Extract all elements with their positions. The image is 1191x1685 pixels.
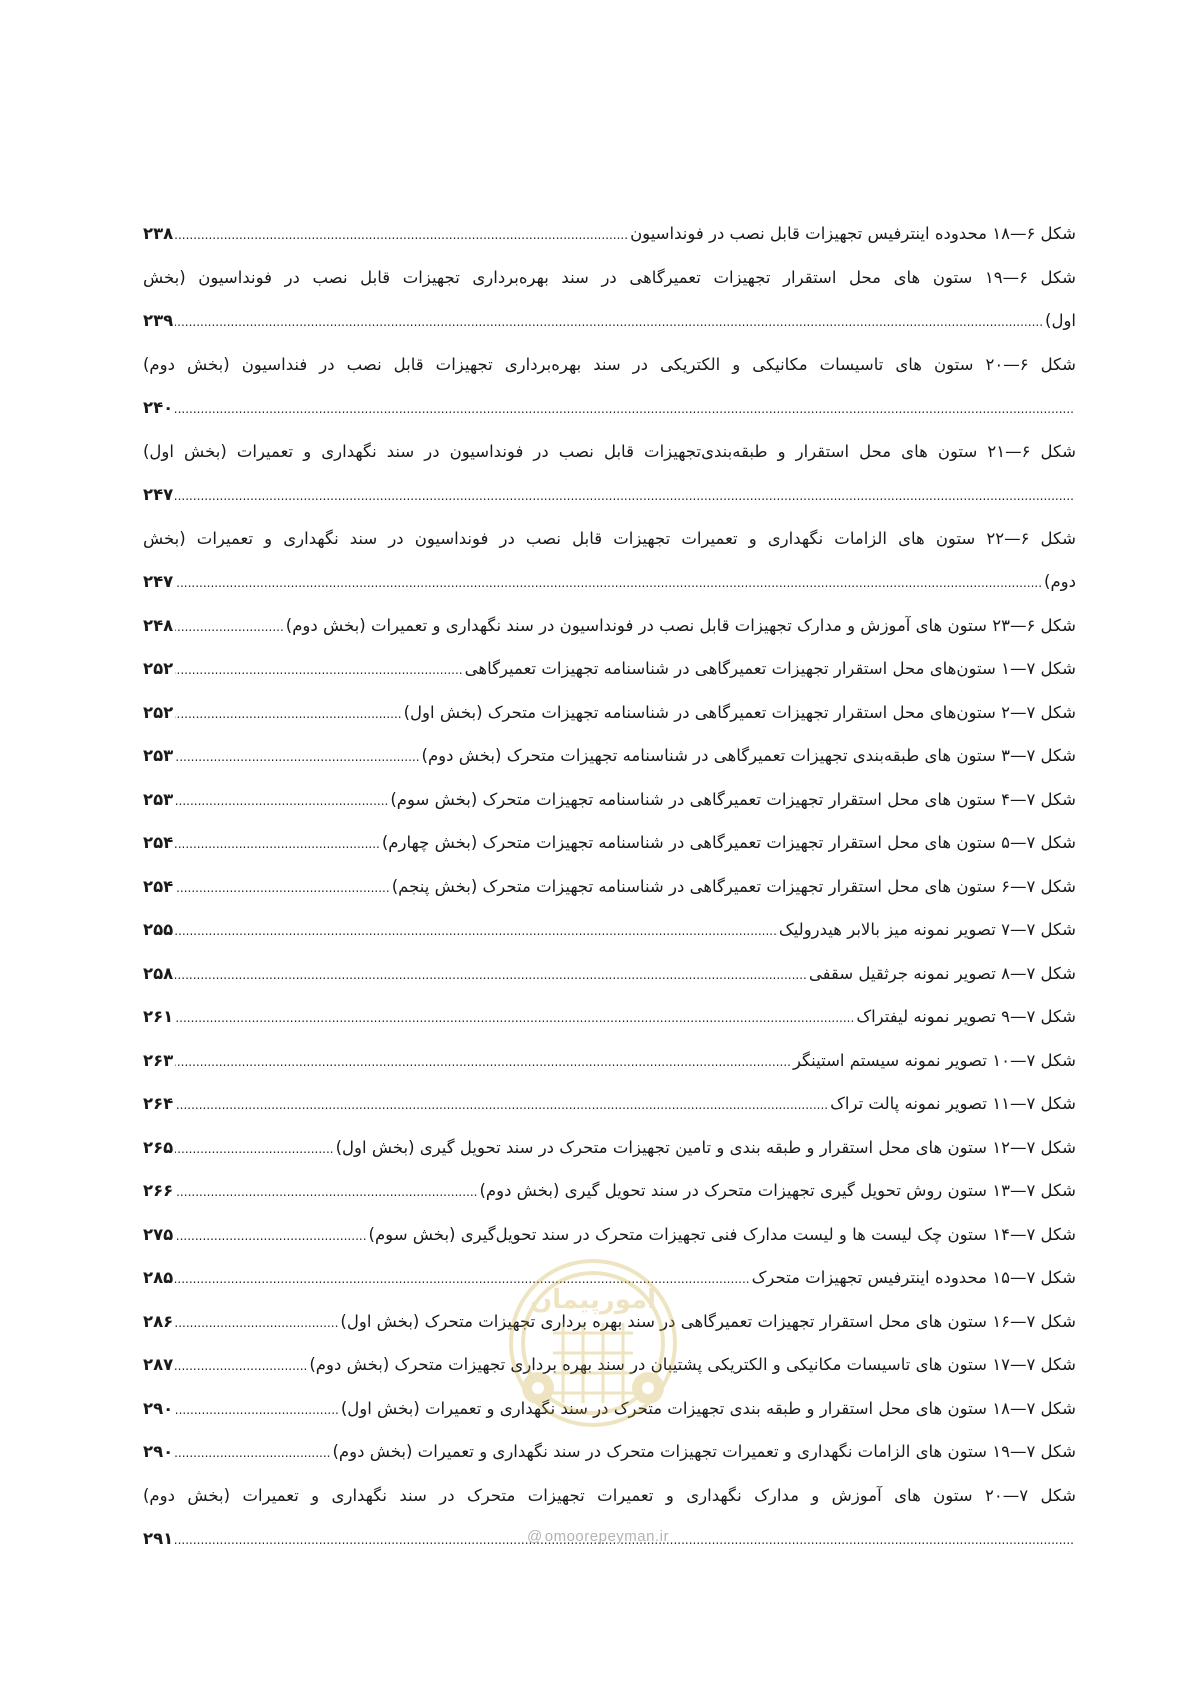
- toc-entry[interactable]: [143, 1039, 1076, 1083]
- dot-leader: [175, 1432, 330, 1476]
- toc-entry-page: ۲۸۶: [143, 1311, 174, 1331]
- dot-leader: [175, 1302, 338, 1346]
- dot-leader: [175, 214, 628, 258]
- toc-entry-line: [143, 821, 1076, 865]
- dot-leader: [175, 606, 284, 650]
- watermark-site-label: omoorepeyman.ir: [544, 1528, 669, 1545]
- toc-entry-line: [143, 1039, 1076, 1083]
- dot-leader: [175, 475, 1074, 519]
- toc-entry-title: شکل ۷—۹ تصویر نمونه لیفتراک: [856, 1007, 1076, 1026]
- toc-entry-page: ۲۴۷: [143, 572, 174, 591]
- toc-entry-page: ۲۹۰: [143, 1398, 174, 1418]
- dot-leader: [175, 910, 777, 954]
- toc-entry-title: شکل ۷—۱۲ ستون های محل استقرار و طبقه بندی و تامین تجهیزات متحرک در سند تحویل گیری (بخش اول): [335, 1137, 1076, 1157]
- toc-entry-title: شکل ۷—۴ ستون های محل استقرار تجهیزات تعمیرگاهی در شناسنامه تجهیزات متحرک (بخش سوم): [390, 789, 1076, 809]
- toc-entry-page: ۲۴۰: [143, 398, 174, 417]
- toc-entry-line: [143, 299, 1076, 343]
- toc-entry-page: ۲۵۴: [143, 876, 174, 896]
- toc-entry-title: شکل ۷—۵ ستون های محل استقرار تجهیزات تعمیرگاهی در شناسنامه تجهیزات متحرک (بخش چهارم): [381, 833, 1076, 852]
- toc-entry-line: [143, 647, 1076, 691]
- toc-entry-page: ۲۹۱: [143, 1529, 174, 1548]
- toc-entry-title: شکل ۷—۲ ستون‌های محل استقرار تجهیزات تعمیرگاهی در شناسنامه تجهیزات متحرک (بخش اول): [403, 702, 1076, 722]
- toc-entry-page: ۲۹۰: [143, 1442, 174, 1461]
- toc-entry-page: ۲۶۳: [143, 1050, 174, 1070]
- toc-entry-page: ۲۸۷: [143, 1355, 174, 1374]
- toc-entry-line: [143, 995, 1076, 1039]
- toc-entry-title-line: شکل ۶—۲۰ ستون های تاسیسات مکانیکی و الکتریکی در سند بهره‌برداری تجهیزات قابل نصب در فنداسیون (بخش دوم): [143, 354, 1076, 374]
- toc-entry[interactable]: [143, 212, 1076, 256]
- toc-entry-title-line: شکل ۷—۲۰ ستون های آموزش و مدارک نگهداری و تعمیرات تجهیزات متحرک در سند نگهداری و تعمیرات (بخش دوم): [143, 1485, 1076, 1505]
- toc-entry[interactable]: [143, 734, 1076, 778]
- toc-entry[interactable]: [143, 343, 1076, 430]
- toc-entry-page: ۲۵۴: [143, 833, 174, 852]
- toc-entry[interactable]: [143, 430, 1076, 517]
- toc-entry-title: شکل ۷—۱ ستون‌های محل استقرار تجهیزات تعمیرگاهی در شناسنامه تجهیزات تعمیرگاهی: [464, 659, 1076, 678]
- toc-entry-title: شکل ۷—۶ ستون های محل استقرار تجهیزات تعمیرگاهی در شناسنامه تجهیزات متحرک (بخش پنجم): [391, 876, 1076, 896]
- toc-entry-page: ۲۸۵: [143, 1268, 174, 1287]
- dot-leader: [175, 736, 419, 780]
- toc-entry-page: ۲۶۶: [143, 1181, 174, 1200]
- at-icon: @: [527, 1528, 543, 1545]
- toc-entry-line: [143, 1169, 1076, 1213]
- toc-entry-page: ۲۵۲: [143, 659, 174, 678]
- toc-entry-title: شکل ۷—۱۸ ستون های محل استقرار و طبقه بندی تجهیزات متحرک در سند نگهداری و تعمیرات (بخش اول): [340, 1398, 1076, 1418]
- dot-leader: [175, 1171, 477, 1215]
- toc-entry[interactable]: [143, 517, 1076, 604]
- toc-entry-title: شکل ۷—۱۶ ستون های محل استقرار تجهیزات تعمیرگاهی در سند بهره برداری تجهیزات متحرک (بخش اول): [340, 1311, 1076, 1331]
- toc-entry-line: [143, 1126, 1076, 1170]
- toc-entry-line: [143, 560, 1076, 604]
- toc-entry-page: ۲۷۵: [143, 1224, 174, 1244]
- toc-entry-page: ۲۵۲: [143, 702, 174, 722]
- toc-entry[interactable]: [143, 1082, 1076, 1126]
- toc-entry-page: ۲۵۵: [143, 920, 174, 939]
- dot-leader: [175, 1041, 791, 1085]
- toc-entry-line: [143, 691, 1076, 735]
- toc-entry-page: ۲۵۸: [143, 963, 174, 983]
- toc-entry-page: ۲۶۵: [143, 1137, 174, 1157]
- toc-entry-line: [143, 212, 1076, 256]
- toc-entry-line: [143, 473, 1076, 517]
- toc-entry-title: شکل ۷—۱۵ محدوده اینترفیس تجهیزات متحرک: [751, 1268, 1076, 1287]
- dot-leader: [175, 780, 388, 824]
- toc-entry[interactable]: [143, 1169, 1076, 1213]
- toc-entry-title: دوم): [1044, 572, 1076, 591]
- toc-entry-title: شکل ۷—۱۰ تصویر نمونه سیستم استینگر: [792, 1050, 1076, 1070]
- toc-entry-title: شکل ۶—۲۳ ستون های آموزش و مدارک تجهیزات قابل نصب در فونداسیون در سند نگهداری و تعمیرات (بخش دوم): [285, 615, 1076, 635]
- toc-entry-title: شکل ۷—۸ تصویر نمونه جرثقیل سقفی: [808, 963, 1076, 983]
- dot-leader: [175, 649, 462, 693]
- toc-entry[interactable]: [143, 691, 1076, 735]
- toc-entry-line: [143, 908, 1076, 952]
- dot-leader: [175, 1389, 339, 1433]
- toc-entry[interactable]: [143, 995, 1076, 1039]
- dot-leader: [175, 1128, 333, 1172]
- toc-entry-page: ۲۳۸: [143, 224, 174, 243]
- toc-entry-line: [143, 952, 1076, 996]
- toc-entry-line: [143, 734, 1076, 778]
- toc-entry-title: شکل ۶—۱۸ محدوده اینترفیس تجهیزات قابل نصب در فونداسیون: [630, 224, 1076, 243]
- toc-entry-title: شکل ۷—۱۳ ستون روش تحویل گیری تجهیزات متحرک در سند تحویل گیری (بخش دوم): [479, 1181, 1076, 1200]
- dot-leader: [175, 1084, 828, 1128]
- toc-entry-page: ۲۴۷: [143, 485, 174, 504]
- toc-entry[interactable]: [143, 952, 1076, 996]
- dot-leader: [175, 562, 1042, 606]
- toc-entry-page: ۲۵۳: [143, 746, 174, 765]
- dot-leader: [175, 823, 380, 867]
- toc-entry[interactable]: [143, 256, 1076, 343]
- toc-entry-line: [143, 778, 1076, 822]
- toc-entry-page: ۲۶۴: [143, 1094, 174, 1113]
- toc-entry-page: ۲۴۸: [143, 615, 174, 635]
- toc-entry-line: [143, 1082, 1076, 1126]
- dot-leader: [175, 997, 854, 1041]
- dot-leader: [175, 867, 389, 911]
- toc-entry-title: شکل ۷—۱۱ تصویر نمونه پالت تراک: [830, 1094, 1076, 1113]
- toc-entry-title-line: شکل ۶—۱۹ ستون های محل استقرار تجهیزات تعمیرگاهی در سند بهره‌برداری تجهیزات قابل نصب در فونداسیون (بخش: [143, 267, 1076, 287]
- toc-entry[interactable]: [143, 908, 1076, 952]
- toc-entry-page: ۲۵۳: [143, 789, 174, 809]
- watermark-logo-text: امورپیمان: [529, 1285, 657, 1315]
- toc-entry-title: اول): [1045, 311, 1076, 330]
- toc-entry[interactable]: [143, 647, 1076, 691]
- toc-entry-line: [143, 386, 1076, 430]
- dot-leader: [175, 1215, 366, 1259]
- toc-entry-title-line: شکل ۶—۲۲ ستون های الزامات نگهداری و تعمیرات تجهیزات قابل نصب در فونداسیون در سند نگهداری و تعمیرات (بخش: [143, 528, 1076, 548]
- dot-leader: [175, 388, 1074, 432]
- toc-entry-page: ۲۳۹: [143, 311, 174, 330]
- toc-entry-title: شکل ۷—۷ تصویر نمونه میز بالابر هیدرولیک: [778, 920, 1076, 939]
- toc-entry-title: شکل ۷—۳ ستون های طبقه‌بندی تجهیزات تعمیرگاهی در شناسنامه تجهیزات متحرک (بخش دوم): [421, 746, 1076, 765]
- dot-leader: [175, 693, 401, 737]
- dot-leader: [175, 1345, 307, 1389]
- toc-entry-title: شکل ۷—۱۹ ستون های الزامات نگهداری و تعمیرات تجهیزات متحرک در سند نگهداری و تعمیرات (بخش دوم): [332, 1442, 1076, 1461]
- toc-entry-title: شکل ۷—۱۴ ستون چک لیست ها و لیست مدارک فنی تجهیزات متحرک در سند تحویل‌گیری (بخش سوم): [368, 1224, 1076, 1244]
- toc-entry[interactable]: [143, 604, 1076, 648]
- watermark-logo: [498, 1238, 688, 1438]
- toc-entry[interactable]: [143, 865, 1076, 909]
- dot-leader: [175, 954, 807, 998]
- toc-entry[interactable]: [143, 778, 1076, 822]
- watermark-site: [498, 1528, 698, 1545]
- toc-entry[interactable]: [143, 821, 1076, 865]
- toc-entry-title: شکل ۷—۱۷ ستون های تاسیسات مکانیکی و الکتریکی پشتیبان در سند بهره برداری تجهیزات متحرک (بخش دوم): [309, 1355, 1076, 1374]
- toc-entry[interactable]: [143, 1126, 1076, 1170]
- toc-entry-title-line: شکل ۶—۲۱ ستون های محل استقرار و طبقه‌بندی‌تجهیزات قابل نصب در فونداسیون در سند نگهداری و تعمیرات (بخش اول): [143, 441, 1076, 461]
- toc-entry[interactable]: [143, 1474, 1076, 1561]
- toc-entry-line: [143, 865, 1076, 909]
- toc-entry-page: ۲۶۱: [143, 1007, 174, 1026]
- dot-leader: [175, 301, 1043, 345]
- toc-entry-line: [143, 604, 1076, 648]
